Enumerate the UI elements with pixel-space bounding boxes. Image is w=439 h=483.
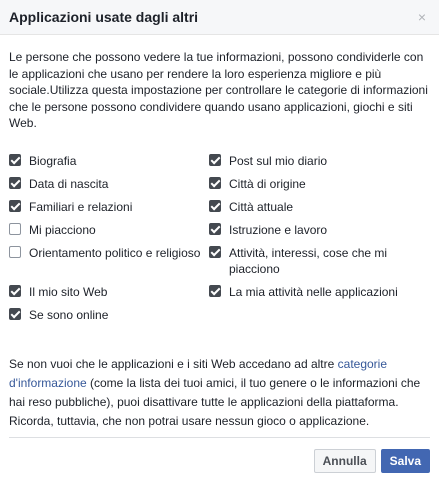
- option-label: Familiari e relazioni: [29, 199, 133, 214]
- option-label: Se sono online: [29, 307, 109, 322]
- checkbox-checked[interactable]: [9, 154, 21, 166]
- option-label: Data di nascita: [29, 176, 109, 191]
- option-label: Il mio sito Web: [29, 284, 108, 299]
- option-label: Istruzione e lavoro: [229, 222, 328, 237]
- option-item[interactable]: [209, 245, 409, 277]
- option-label: Città attuale: [229, 199, 294, 214]
- option-label: Mi piacciono: [29, 222, 96, 237]
- checkbox-checked[interactable]: [9, 285, 21, 297]
- checkbox-checked[interactable]: [209, 223, 221, 235]
- close-icon[interactable]: ×: [417, 9, 426, 25]
- checkbox-checked[interactable]: [209, 154, 221, 166]
- checkbox-checked[interactable]: [209, 285, 221, 297]
- outro-text-before: Se non vuoi che le applicazioni e i siti Web accedano ad altre: [9, 356, 338, 371]
- option-item[interactable]: [209, 199, 409, 215]
- dialog-header: [0, 0, 439, 35]
- options-grid: [9, 153, 428, 330]
- option-item[interactable]: [209, 176, 409, 192]
- option-label: Città di origine: [229, 176, 306, 191]
- dialog-body: [0, 35, 439, 431]
- option-label: Post sul mio diario: [229, 153, 328, 168]
- checkbox-checked[interactable]: [9, 308, 21, 320]
- option-item[interactable]: [209, 222, 409, 238]
- checkbox-unchecked[interactable]: [9, 223, 21, 235]
- option-item[interactable]: [9, 284, 209, 300]
- checkbox-unchecked[interactable]: [9, 246, 21, 258]
- outro-text-after: (come la lista dei tuoi amici, il tuo genere o le informazioni che hai reso pubbliche), puoi disattivare tutte le applicazioni della piattaforma. Ricorda, tuttavia, che non potrai usare nessun gioco o applicazione.: [9, 375, 421, 428]
- checkbox-checked[interactable]: [209, 177, 221, 189]
- option-item[interactable]: [9, 199, 209, 215]
- info-categories-link[interactable]: categorie d'informazione: [9, 356, 388, 390]
- option-item[interactable]: [9, 307, 209, 323]
- option-label: Biografia: [29, 153, 77, 168]
- checkbox-checked[interactable]: [209, 246, 221, 258]
- intro-text: Le persone che possono vedere la tue informazioni, possono condividerle con le applicazioni che usano per rendere la loro esperienza migliore e più sociale.Utilizza questa impostazione per controllare le categorie di informazioni che le persone possono condividere quando usano applicazioni, giochi e siti Web.: [9, 50, 428, 130]
- option-label: Attività, interessi, cose che mi piacciono: [229, 245, 388, 276]
- option-label: Orientamento politico e religioso: [29, 245, 201, 260]
- checkbox-checked[interactable]: [9, 200, 21, 212]
- option-item[interactable]: [209, 153, 409, 169]
- option-item[interactable]: [9, 176, 209, 192]
- option-item[interactable]: [209, 284, 409, 300]
- outro-text: [9, 355, 428, 431]
- cancel-button[interactable]: Annulla: [314, 449, 376, 473]
- checkbox-checked[interactable]: [9, 177, 21, 189]
- checkbox-checked[interactable]: [209, 200, 221, 212]
- dialog-title: Applicazioni usate dagli altri: [9, 9, 199, 25]
- option-item[interactable]: [9, 245, 209, 277]
- option-item[interactable]: [9, 153, 209, 169]
- save-button[interactable]: Salva: [381, 449, 430, 473]
- dialog-footer: [9, 437, 430, 473]
- option-item[interactable]: [9, 222, 209, 238]
- option-label: La mia attività nelle applicazioni: [229, 284, 398, 299]
